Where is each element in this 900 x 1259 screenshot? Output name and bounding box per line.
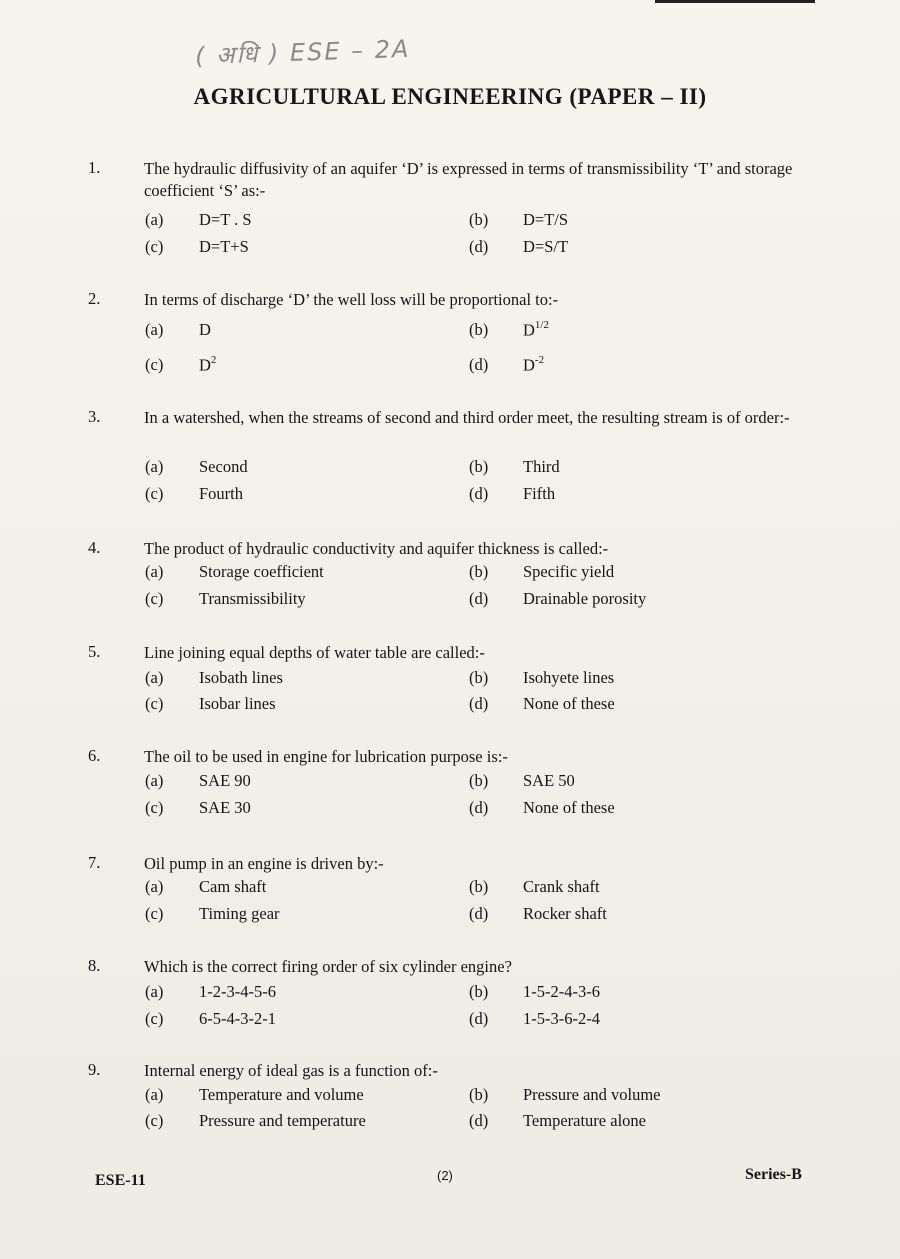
question-text: Which is the correct firing order of six cylinder engine? [144,957,512,976]
option-label: (d) [469,798,489,817]
top-rule [655,0,815,3]
option-text: $D^2$ [199,354,217,375]
question-text: The product of hydraulic conductivity and aquifer thickness is called:- [144,539,609,558]
question-number: 9. [88,1060,101,1079]
option-text: Second [199,457,248,476]
option-label: (b) [469,877,489,896]
option-text: Drainable porosity [523,589,647,608]
option-text: Transmissibility [199,589,306,608]
option-label: (d) [469,589,489,608]
option-text: Crank shaft [523,877,600,896]
question-text: In a watershed, when the streams of second and third order meet, the resulting stream is of order:- [144,408,790,427]
option-label: (b) [469,562,489,581]
option-label: (b) [469,320,489,339]
option-label: (b) [469,668,489,687]
question-text: Oil pump in an engine is driven by:- [144,854,384,873]
option-text: Specific yield [523,562,615,581]
option-text: Pressure and temperature [199,1111,366,1130]
option-label: (b) [469,1085,489,1104]
option-text: Isobath lines [199,668,283,687]
option-label: (c) [145,1111,164,1130]
option-label: (c) [145,1009,164,1028]
option-text: $D^{1/2}$ [523,319,549,340]
option-text: Pressure and volume [523,1085,661,1104]
question-text: Internal energy of ideal gas is a function of:- [144,1061,438,1080]
footer-code: ESE-11 [95,1172,146,1189]
option-text: SAE 30 [199,798,251,817]
option-text: Isobar lines [199,694,276,713]
option-text: D=S/T [523,237,569,256]
handwritten-note: ( अधि ) ESE – 2A [194,34,411,71]
option-label: (b) [469,771,489,790]
option-text: 1-2-3-4-5-6 [199,982,276,1001]
option-label: (d) [469,904,489,923]
question-text: Line joining equal depths of water table are called:- [144,643,485,662]
option-text: Temperature and volume [199,1085,364,1104]
option-label: (a) [145,982,164,1001]
question-text: The oil to be used in engine for lubrication purpose is:- [144,747,508,766]
option-text: Rocker shaft [523,904,607,923]
option-label: (b) [469,457,489,476]
option-label: (a) [145,562,164,581]
option-text: Cam shaft [199,877,267,896]
question-number: 3. [88,407,101,426]
question-number: 1. [88,158,101,177]
option-text: $D^{-2}$ [523,354,545,375]
option-label: (b) [469,210,489,229]
footer-series: Series-B [745,1166,802,1183]
question-text: In terms of discharge ‘D’ the well loss will be proportional to:- [144,290,559,309]
option-text: None of these [523,798,615,817]
option-label: (c) [145,484,164,503]
option-label: (c) [145,589,164,608]
page-title: AGRICULTURAL ENGINEERING (PAPER – II) [193,84,707,109]
option-text: Storage coefficient [199,562,324,581]
option-label: (a) [145,771,164,790]
question-text: The hydraulic diffusivity of an aquifer ‘D’ is expressed in terms of transmissibility ‘T’ and storage coefficient ‘S’ as:- [144,159,793,200]
option-label: (c) [145,355,164,374]
option-label: (c) [145,694,164,713]
option-text: Timing gear [199,904,280,923]
question-number: 7. [88,853,101,872]
question-number: 5. [88,642,101,661]
option-text: Temperature alone [523,1111,646,1130]
option-text: SAE 90 [199,771,251,790]
option-label: (d) [469,355,489,374]
option-text: Isohyete lines [523,668,615,687]
option-text: Third [523,457,560,476]
option-label: (a) [145,457,164,476]
option-label: (d) [469,1111,489,1130]
question-number: 4. [88,538,101,557]
option-label: (a) [145,668,164,687]
option-label: (d) [469,694,489,713]
option-label: (a) [145,320,164,339]
option-label: (b) [469,982,489,1001]
option-label: (d) [469,237,489,256]
option-label: (d) [469,1009,489,1028]
option-text: SAE 50 [523,771,575,790]
question-number: 6. [88,746,101,765]
option-label: (c) [145,798,164,817]
page-number: (2) [437,1168,453,1183]
option-text: 1-5-3-6-2-4 [523,1009,600,1028]
option-label: (a) [145,877,164,896]
option-text: None of these [523,694,615,713]
option-text: 1-5-2-4-3-6 [523,982,600,1001]
question-number: 8. [88,956,101,975]
option-text: 6-5-4-3-2-1 [199,1009,276,1028]
option-label: (a) [145,210,164,229]
option-label: (d) [469,484,489,503]
option-text: Fifth [523,484,556,503]
option-label: (a) [145,1085,164,1104]
option-exponent: 2 [210,354,217,366]
option-text: D=T/S [523,210,569,229]
option-exponent: 1/2 [534,319,549,331]
question-number: 2. [88,289,101,308]
option-text: D=T+S [199,237,249,256]
option-exponent: -2 [534,354,545,366]
option-label: (c) [145,904,164,923]
option-text: D [199,320,211,339]
option-text: Fourth [199,484,244,503]
option-label: (c) [145,237,164,256]
option-text: D=T . S [199,210,252,229]
